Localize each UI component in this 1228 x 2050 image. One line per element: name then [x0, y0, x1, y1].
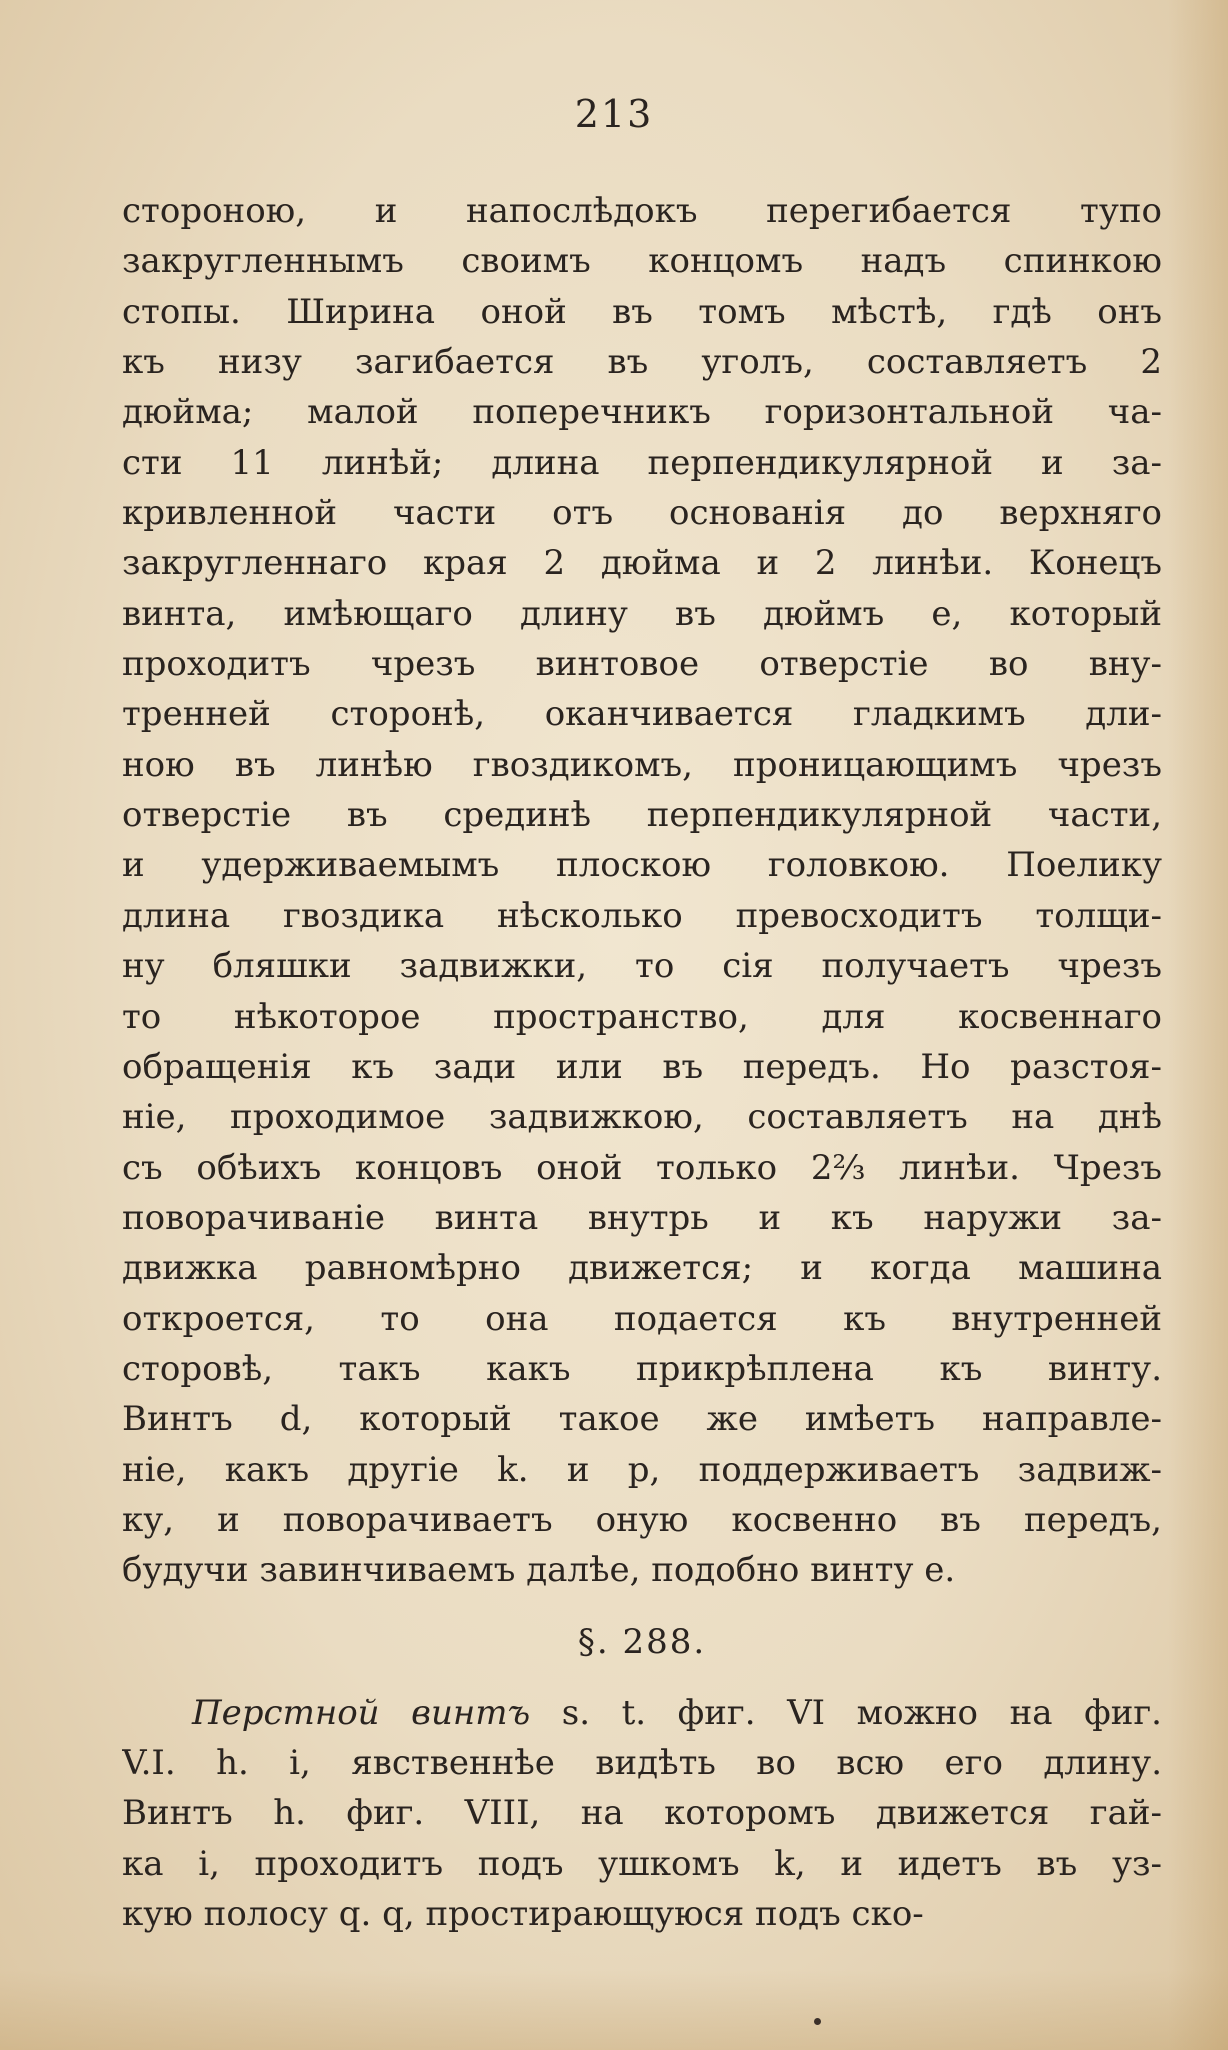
text-line: Винтъ d, который такое же имѣетъ направле-	[122, 1399, 1162, 1440]
page-edge-shadow-right	[1168, 0, 1228, 2050]
paragraph-2-first-line	[122, 1688, 1162, 1738]
text-line: то нѣкоторое пространство, для косвеннаго	[122, 996, 1162, 1037]
ink-dot-mark	[814, 2018, 821, 2025]
text-line: движка равномѣрно движется; и когда машина	[122, 1248, 1162, 1289]
text-line: стопы. Ширина оной въ томъ мѣстѣ, гдѣ онъ	[122, 291, 1162, 332]
text-line: и удерживаемымъ плоскою головкою. Поелику	[122, 845, 1162, 886]
text-line: тренней сторонѣ, оканчивается гладкимъ дли-	[122, 694, 1162, 735]
text-line: кривленной части отъ основанія до верхняго	[122, 493, 1162, 534]
text-line: ною въ линѣю гвоздикомъ, проницающимъ чрезъ	[122, 744, 1162, 785]
text-line: закругленнымъ своимъ концомъ надъ спинкою	[122, 241, 1162, 282]
text-line: откроется, то она подается къ внутренней	[122, 1298, 1162, 1339]
text-line: отверстіе въ срединѣ перпендикулярной части,	[122, 795, 1162, 836]
text-line: проходитъ чрезъ винтовое отверстіе во вну-	[122, 644, 1162, 685]
text-line: V.I. h. i, явственнѣе видѣть во всю его длину.	[122, 1742, 1162, 1783]
text-line: сторовѣ, такъ какъ прикрѣплена къ винту.	[122, 1348, 1162, 1389]
text-line: ка i, проходитъ подъ ушкомъ k, и идетъ въ уз-	[122, 1843, 1162, 1884]
text-line: стороною, и напослѣдокъ перегибается тупо	[122, 191, 1162, 231]
text-line: къ низу загибается въ уголъ, составляетъ 2	[122, 342, 1162, 383]
text-line: поворачиваніе винта внутрь и къ наружи за-	[122, 1197, 1162, 1238]
paragraph-2	[122, 1688, 1162, 1940]
body-text	[122, 186, 1162, 1939]
text-line: закругленнаго края 2 дюйма и 2 линѣи. Конецъ	[122, 543, 1162, 584]
text-line: ку, и поворачиваетъ оную косвенно въ передъ,	[122, 1499, 1162, 1540]
term-italic: Перстной винтъ	[192, 1692, 531, 1733]
text-line: сти 11 линѣй; длина перпендикулярной и за-	[122, 442, 1162, 483]
text-line: ніе, проходимое задвижкою, составляетъ на днѣ	[122, 1097, 1162, 1138]
text-line: ну бляшки задвижки, то сія получаетъ чрезъ	[122, 946, 1162, 987]
text-line: будучи завинчиваемъ далѣе, подобно винту е.	[122, 1550, 956, 1591]
page-edge-shadow-bottom	[0, 1970, 1228, 2050]
page-number: 213	[574, 92, 654, 136]
text-line: ніе, какъ другіе k. и p, поддерживаетъ задвиж-	[122, 1449, 1162, 1490]
text-line: дюйма; малой поперечникъ горизонтальной ча-	[122, 392, 1162, 433]
paragraph-2-first-line-rest: s. t. фиг. VI можно на фиг.	[530, 1692, 1162, 1733]
text-line: длина гвоздика нѣсколько превосходитъ толщи-	[122, 895, 1162, 936]
section-heading: §. 288.	[577, 1621, 707, 1662]
text-line: кую полосу q. q, простирающуюся подъ ско-	[122, 1894, 924, 1934]
text-line: винта, имѣющаго длину въ дюймъ е, который	[122, 593, 1162, 634]
text-line: съ обѣихъ концовъ оной только 2⅔ линѣи. Чрезъ	[122, 1147, 1162, 1188]
paragraph-1	[122, 186, 1162, 1596]
text-line: обращенія къ зади или въ передъ. Но разстоя-	[122, 1046, 1162, 1087]
text-line: Винтъ h. фиг. VIII, на которомъ движется гай-	[122, 1793, 1162, 1834]
